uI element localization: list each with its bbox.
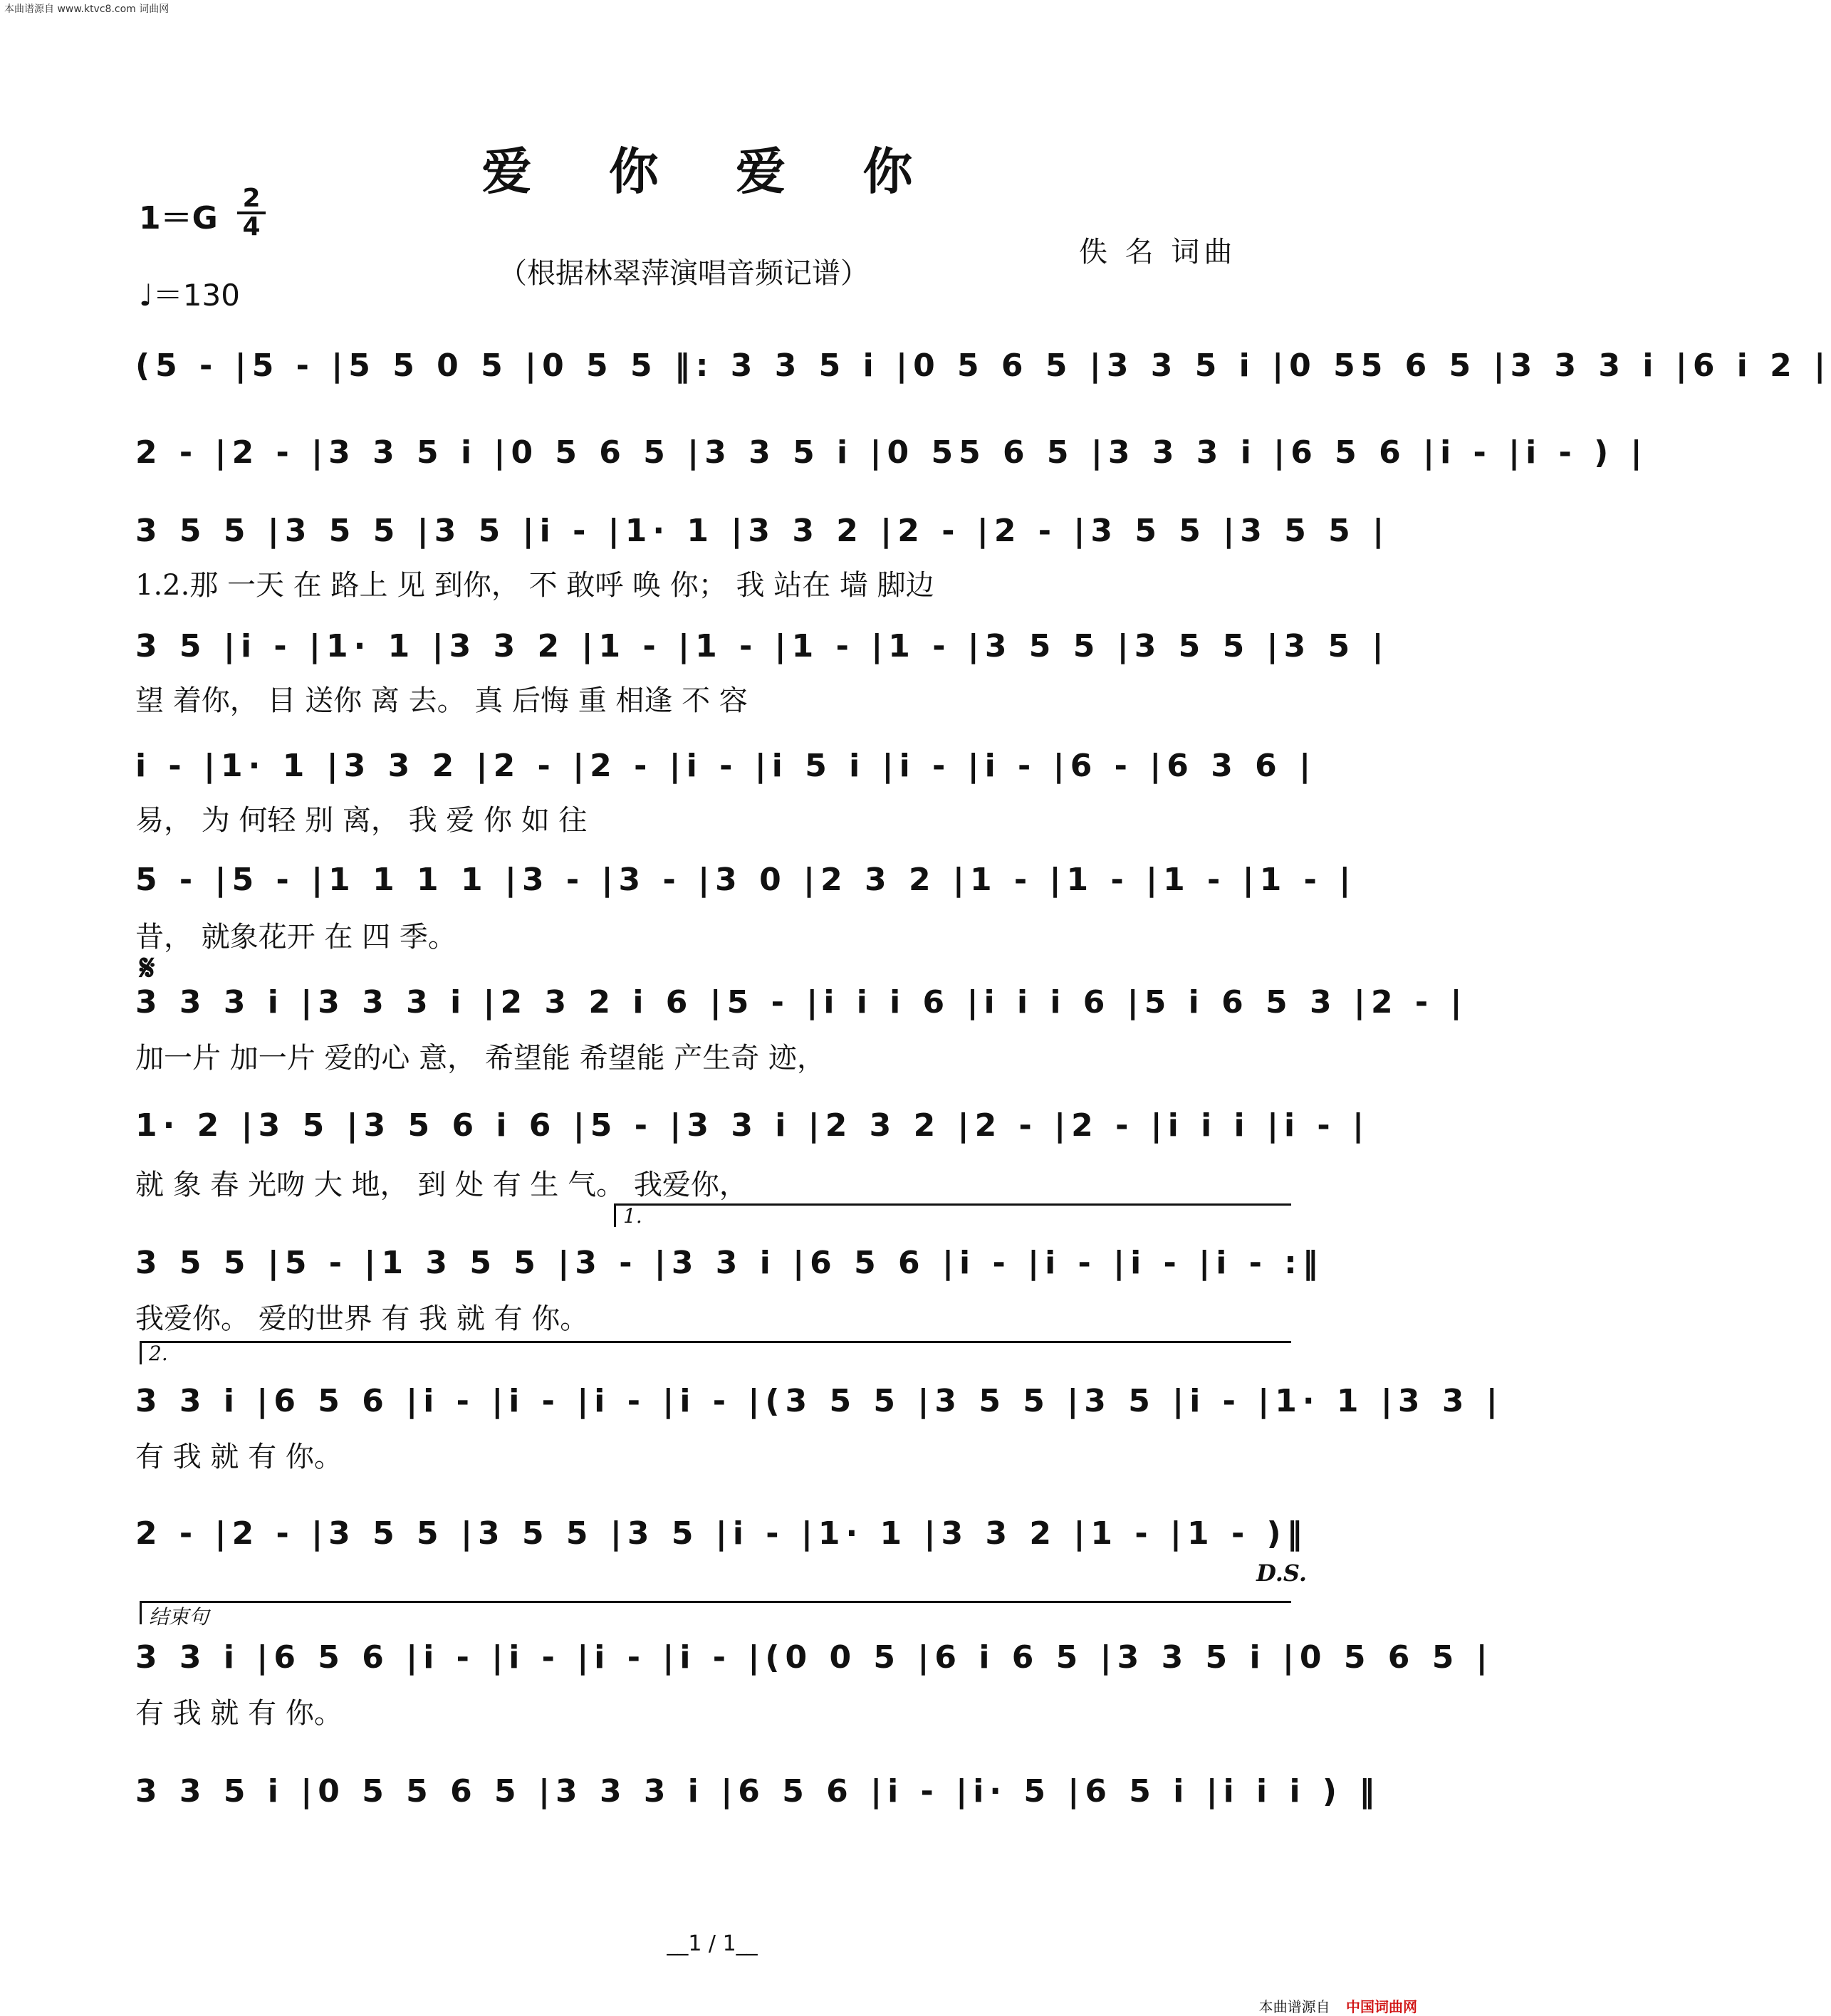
score-notes-line: 5 - |5 - |1 1 1 1 |3 - |3 - |3 0 |2 3 2 |1 - |1 - |1 - |1 - |: [135, 861, 1357, 898]
time-bottom: 4: [242, 212, 261, 241]
second-ending-bracket: [140, 1341, 1291, 1364]
segno-sign: 𝄋: [140, 947, 155, 988]
page-number: __1 / 1__: [667, 1931, 758, 1956]
score-lyrics-line: 就 象 春 光吻 大 地， 到 处 有 生 气。 我爱你，: [135, 1168, 748, 1201]
coda-label: 结束句: [149, 1605, 209, 1629]
footer-source: [1259, 1995, 1417, 2016]
time-signature: [237, 184, 266, 241]
footer-source-label: 本曲谱源自: [1258, 1998, 1330, 2015]
score-notes-line: i - |1· 1 |3 3 2 |2 - |2 - |i - |i 5 i |i - |i - |6 - |6 3 6 |: [135, 747, 1317, 784]
score-lyrics-line: 1.2.那 一天 在 路上 见 到你， 不 敢呼 唤 你； 我 站在 墙 脚边: [135, 568, 934, 602]
score-notes-line: 1· 2 |3 5 |3 5 6 i 6 |5 - |3 3 i |2 3 2 |2 - |2 - |i i i |i - |: [135, 1107, 1370, 1144]
score-notes-line: (5 - |5 - |5 5 0 5 |0 5 5 ‖: 3 3 5 i |0 5 6 5 |3 3 5 i |0 55 6 5 |3 3 3 i |6 i 2 |: [135, 347, 1831, 384]
coda-bracket: [140, 1601, 1291, 1629]
score-notes-line: 2 - |2 - |3 5 5 |3 5 5 |3 5 |i - |1· 1 |3 3 2 |1 - |1 - )‖: [135, 1515, 1308, 1552]
key-signature: 1＝G: [139, 200, 218, 236]
time-top: 2: [242, 184, 261, 213]
first-ending-label: 1.: [623, 1204, 642, 1228]
score-lyrics-line: 昔， 就象花开 在 四 季。: [135, 920, 457, 954]
score-notes-line: 3 5 |i - |1· 1 |3 3 2 |1 - |1 - |1 - |1 - |3 5 5 |3 5 5 |3 5 |: [135, 627, 1389, 664]
score-notes-line: 3 3 3 i |3 3 3 i |2 3 2 i 6 |5 - |i i i 6 |i i i 6 |5 i 6 5 3 |2 - |: [135, 983, 1468, 1020]
score-notes-line: 3 5 5 |3 5 5 |3 5 |i - |1· 1 |3 3 2 |2 - |2 - |3 5 5 |3 5 5 |: [135, 512, 1390, 549]
score-notes-line: 2 - |2 - |3 3 5 i |0 5 6 5 |3 3 5 i |0 55 6 5 |3 3 3 i |6 5 6 |i - |i - ) |: [135, 434, 1648, 471]
score-lyrics-line: 有 我 就 有 你。: [135, 1440, 343, 1473]
score-notes-line: 3 3 i |6 5 6 |i - |i - |i - |i - |(0 0 5 |6 i 6 5 |3 3 5 i |0 5 6 5 |: [135, 1639, 1493, 1676]
tempo-mark: ♩＝130: [139, 278, 240, 313]
score-notes-line: 3 5 5 |5 - |1 3 5 5 |3 - |3 3 i |6 5 6 |i - |i - |i - |i - :‖: [135, 1244, 1324, 1281]
second-ending-label: 2.: [149, 1342, 168, 1365]
footer-brand: 中国词曲网: [1346, 1998, 1417, 2015]
song-title: 爱 你 爱 你: [481, 142, 943, 201]
score-lyrics-line: 加一片 加一片 爱的心 意， 希望能 希望能 产生奇 迹，: [135, 1041, 826, 1075]
score-notes-line: 3 3 i |6 5 6 |i - |i - |i - |i - |(3 5 5 |3 5 5 |3 5 |i - |1· 1 |3 3 |: [135, 1382, 1503, 1419]
score-lyrics-line: 有 我 就 有 你。: [135, 1696, 343, 1730]
score-lyrics-line: 易， 为 何轻 别 离， 我 爱 你 如 往: [135, 803, 588, 837]
score-notes-line: 3 3 5 i |0 5 5 6 5 |3 3 3 i |6 5 6 |i - |i· 5 |6 5 i |i i i ) ‖: [135, 1772, 1381, 1809]
first-ending-bracket: [614, 1203, 1291, 1227]
score-lyrics-line: 望 着你， 目 送你 离 去。 真 后悔 重 相逢 不 容: [135, 684, 748, 717]
song-author: 佚 名 词曲: [1079, 236, 1237, 268]
ds-mark: D.S.: [1256, 1560, 1307, 1587]
score-lyrics-line: 我爱你。 爱的世界 有 我 就 有 你。: [135, 1302, 589, 1335]
site-note: 本曲谱源自 www.ktvc8.com 词曲网: [4, 4, 169, 15]
song-subtitle: （根据林翠萍演唱音频记谱）: [499, 257, 869, 290]
